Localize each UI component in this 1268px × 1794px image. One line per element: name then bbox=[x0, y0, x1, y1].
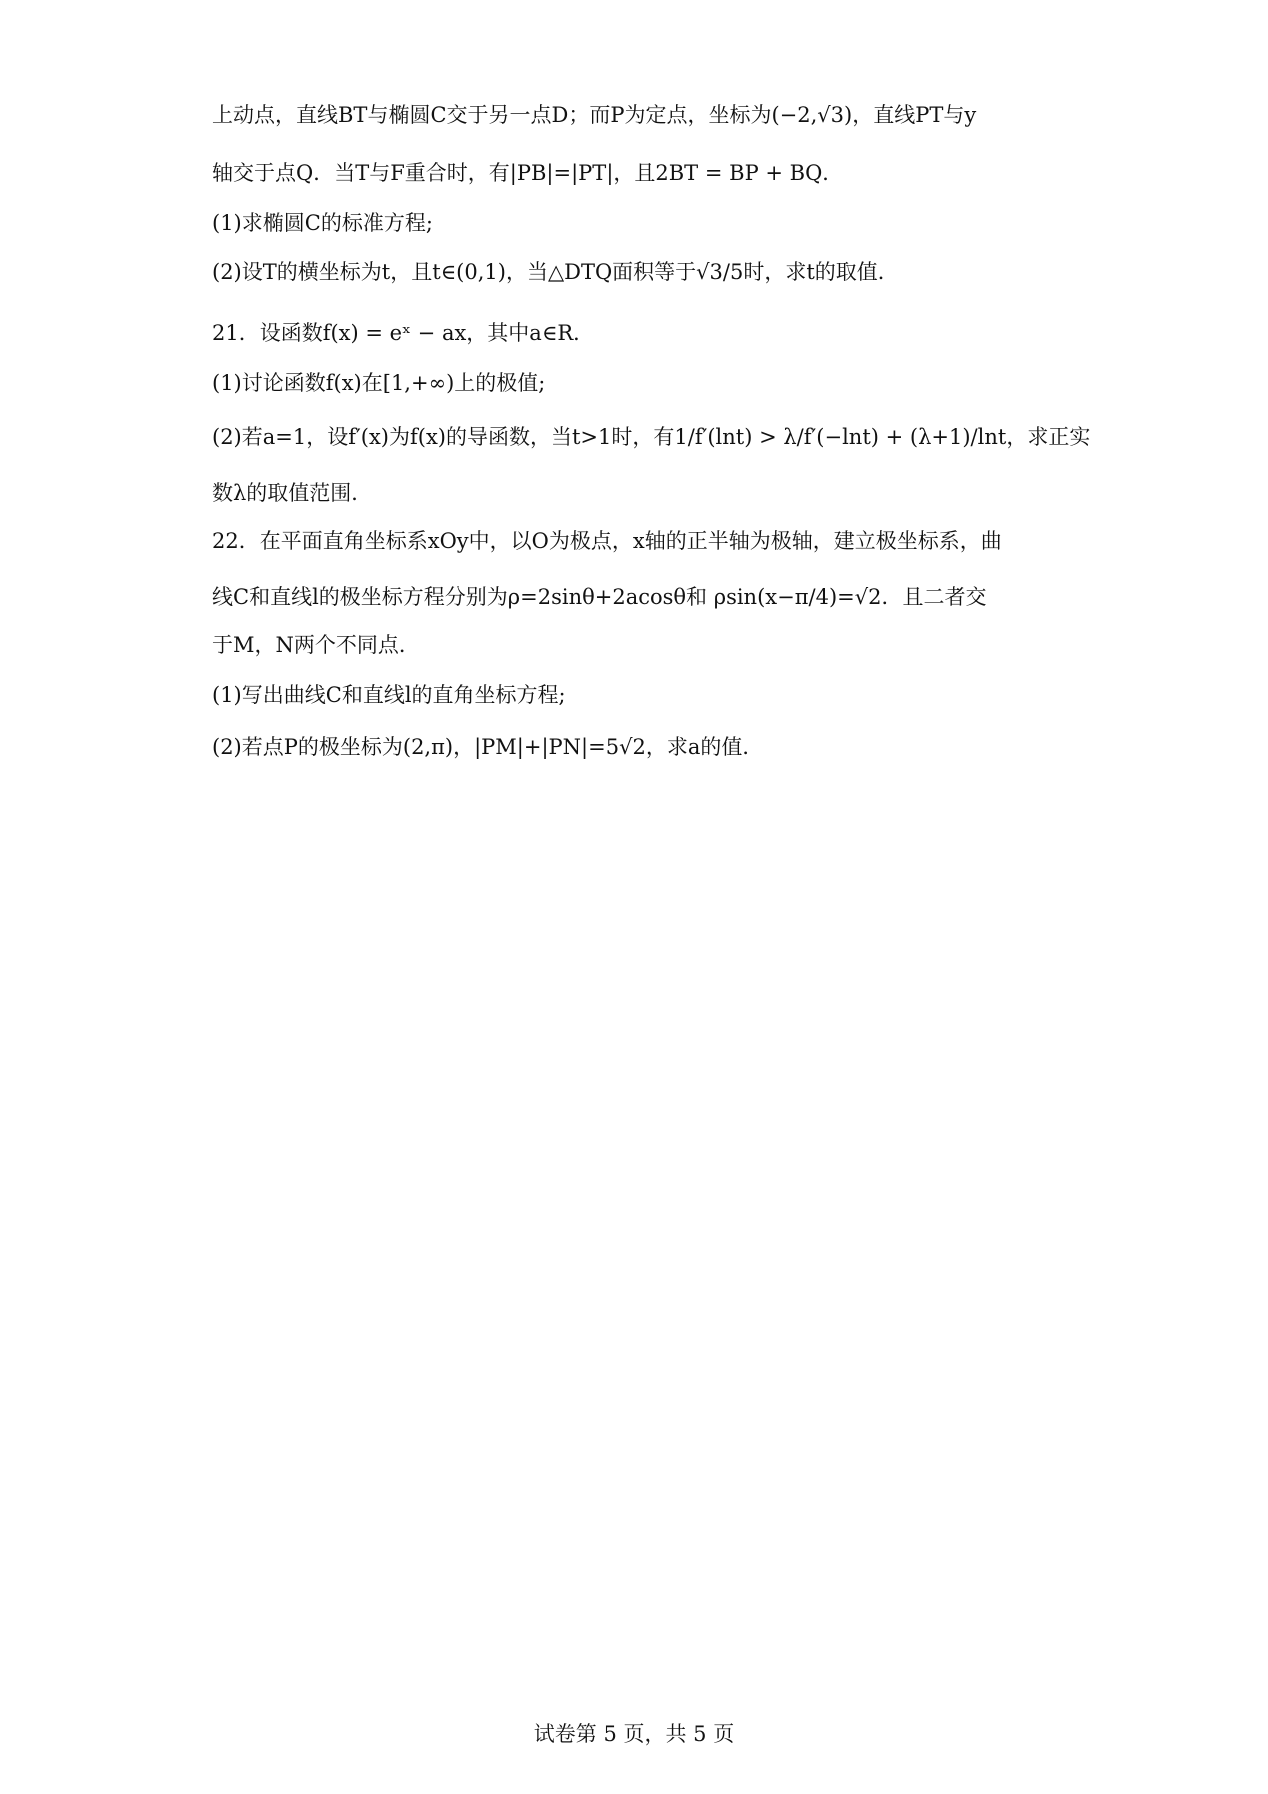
question-22: 22．在平面直角坐标系xOy中，以O为极点，x轴的正半轴为极轴，建立极坐标系，曲 bbox=[212, 529, 1002, 553]
page-footer: 试卷第 5 页，共 5 页 bbox=[533, 1722, 735, 1746]
text-line: (2)若a=1，设f′(x)为f(x)的导函数，当t>1时，有1/f′(lnt) > λ/f′(−lnt) + (λ+1)/lnt，求正实 bbox=[212, 425, 1091, 449]
question-21: 21．设函数f(x) = eˣ − ax，其中a∈R． bbox=[212, 321, 595, 345]
text-line: 数λ的取值范围． bbox=[212, 481, 373, 505]
text-line: (2)设T的横坐标为t，且t∈(0,1)，当△DTQ面积等于√3/5时，求t的取值． bbox=[212, 260, 899, 284]
text-line: (1)求椭圆C的标准方程; bbox=[212, 211, 433, 235]
text-line: 线C和直线l的极坐标方程分别为ρ=2sinθ+2acosθ和 ρsin(x−π/4)=√2．且二者交 bbox=[212, 585, 987, 609]
text-line: 轴交于点Q．当T与F重合时，有|PB|=|PT|，且2BT = BP + BQ． bbox=[212, 161, 844, 185]
text-line: (2)若点P的极坐标为(2,π)，|PM|+|PN|=5√2，求a的值． bbox=[212, 735, 764, 759]
text-line: 上动点，直线BT与椭圆C交于另一点D；而P为定点，坐标为(−2,√3)，直线PT与y bbox=[212, 103, 977, 127]
text-line: 于M，N两个不同点． bbox=[212, 633, 420, 657]
text-line: (1)写出曲线C和直线l的直角坐标方程; bbox=[212, 683, 566, 707]
text-line: (1)讨论函数f(x)在[1,+∞)上的极值; bbox=[212, 371, 546, 395]
